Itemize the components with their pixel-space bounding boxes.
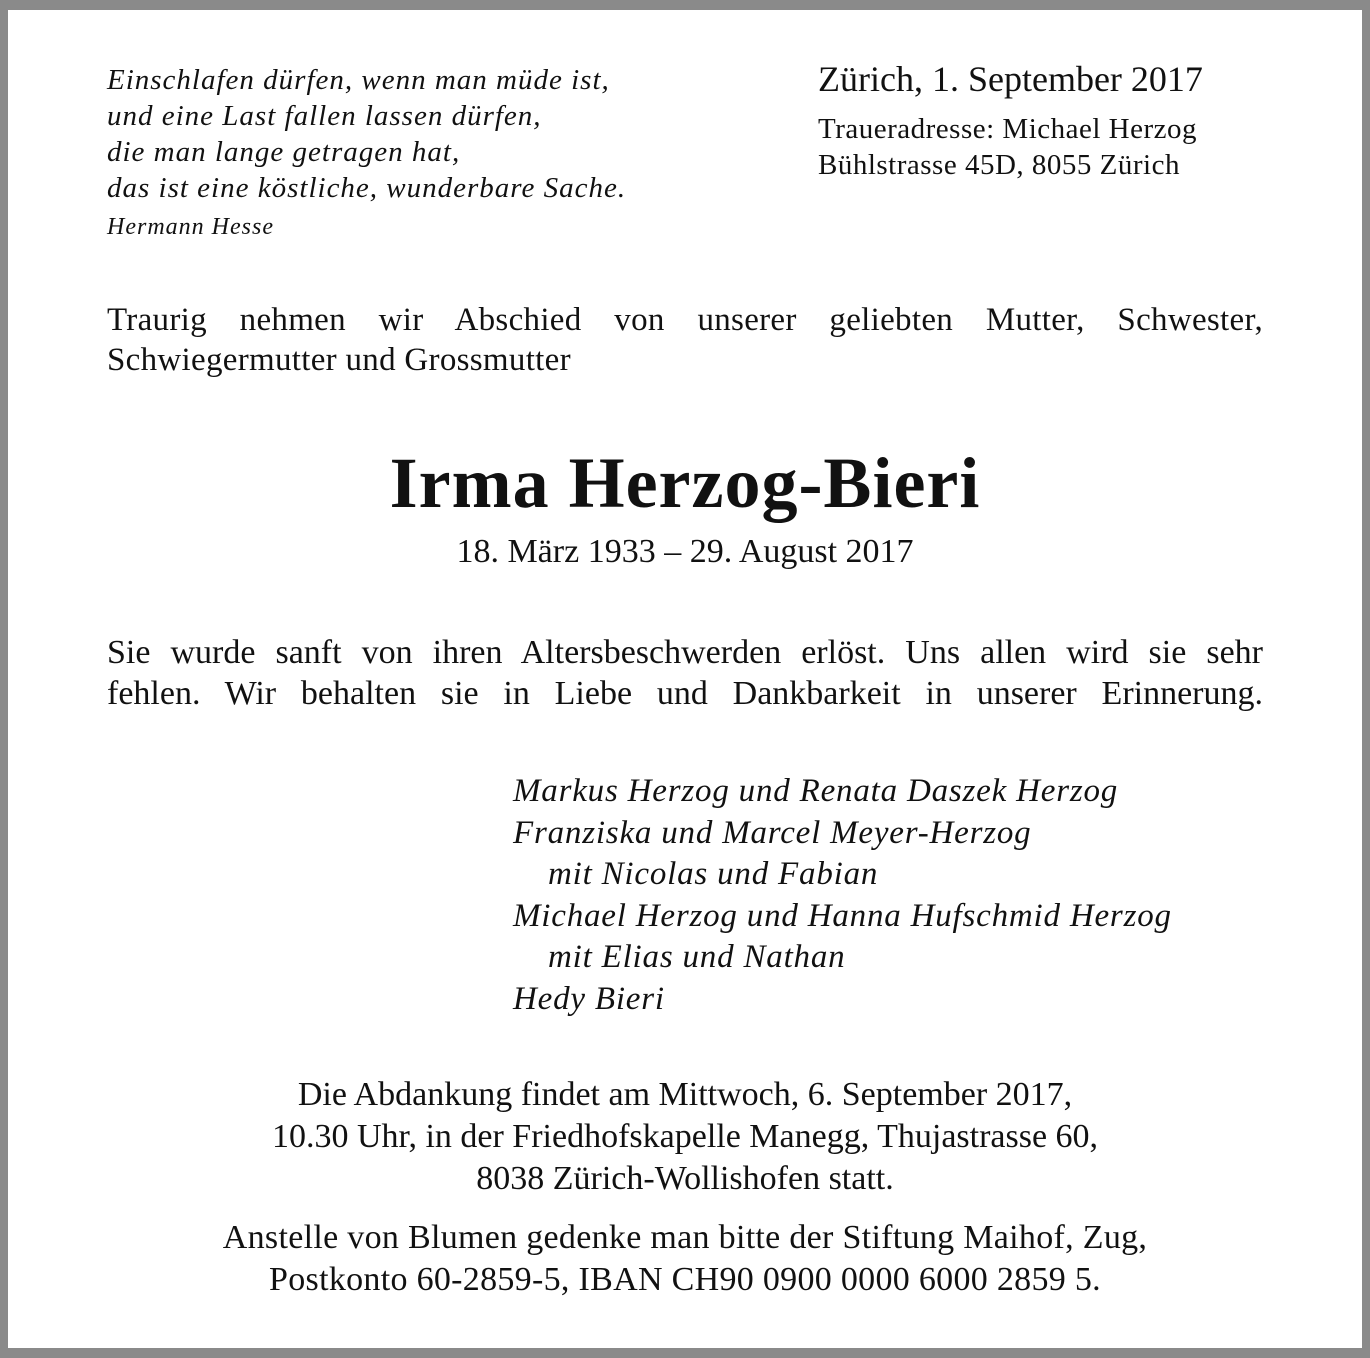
mourner-entry: mit Nicolas und Fabian (548, 856, 879, 893)
ceremony-line: 8038 Zürich-Wollishofen statt. (476, 1160, 894, 1197)
epigraph-quote (107, 62, 727, 206)
place-and-date: Zürich, 1. September 2017 (818, 59, 1203, 99)
intro-line: Schwiegermutter und Grossmutter (107, 342, 571, 378)
address-line: Traueradresse: Michael Herzog (818, 113, 1198, 145)
ceremony-line: Die Abdankung findet am Mittwoch, 6. September 2017, (297, 1076, 1073, 1113)
mourning-address (818, 111, 1197, 183)
quote-line: das ist eine köstliche, wunderbare Sache. (107, 172, 627, 204)
mourner-entry: Hedy Bieri (513, 980, 665, 1017)
donation-info (0, 1217, 1370, 1301)
mourner-entry: Michael Herzog und Hanna Hufschmid Herzog (513, 897, 1172, 934)
farewell-intro (107, 300, 1263, 380)
quote-line: und eine Last fallen lassen dürfen, (107, 100, 542, 132)
message-line: Sie wurde sanft von ihren Altersbeschwerden erlöst. Uns allen wird sie sehr (107, 634, 1263, 671)
quote-author: Hermann Hesse (107, 214, 274, 240)
mourner-entry: mit Elias und Nathan (548, 939, 846, 976)
message-line: fehlen. Wir behalten sie in Liebe und Dankbarkeit in unserer Erinnerung. (107, 675, 1263, 712)
mourner-entry: Markus Herzog und Renata Daszek Herzog (513, 773, 1119, 809)
donation-line: Postkonto 60-2859-5, IBAN CH90 0900 0000 6000 2859 5. (269, 1261, 1101, 1298)
mourners-list (513, 771, 1172, 1021)
intro-line: Traurig nehmen wir Abschied von unserer geliebten Mutter, Schwester, (107, 302, 1263, 338)
donation-line: Anstelle von Blumen gedenke man bitte der Stiftung Maihof, Zug, (222, 1219, 1148, 1256)
address-line: Bühlstrasse 45D, 8055 Zürich (818, 149, 1180, 181)
ceremony-line: 10.30 Uhr, in der Friedhofskapelle Manegg, Thujastrasse 60, (271, 1118, 1099, 1155)
quote-line: Einschlafen dürfen, wenn man müde ist, (107, 64, 610, 96)
deceased-lifespan: 18. März 1933 – 29. August 2017 (456, 533, 914, 570)
deceased-name: Irma Herzog-Bieri (389, 443, 981, 523)
memorial-message (107, 632, 1263, 714)
mourner-entry: Franziska und Marcel Meyer-Herzog (513, 814, 1032, 851)
quote-line: die man lange getragen hat, (107, 136, 461, 168)
funeral-ceremony-info (0, 1074, 1370, 1200)
